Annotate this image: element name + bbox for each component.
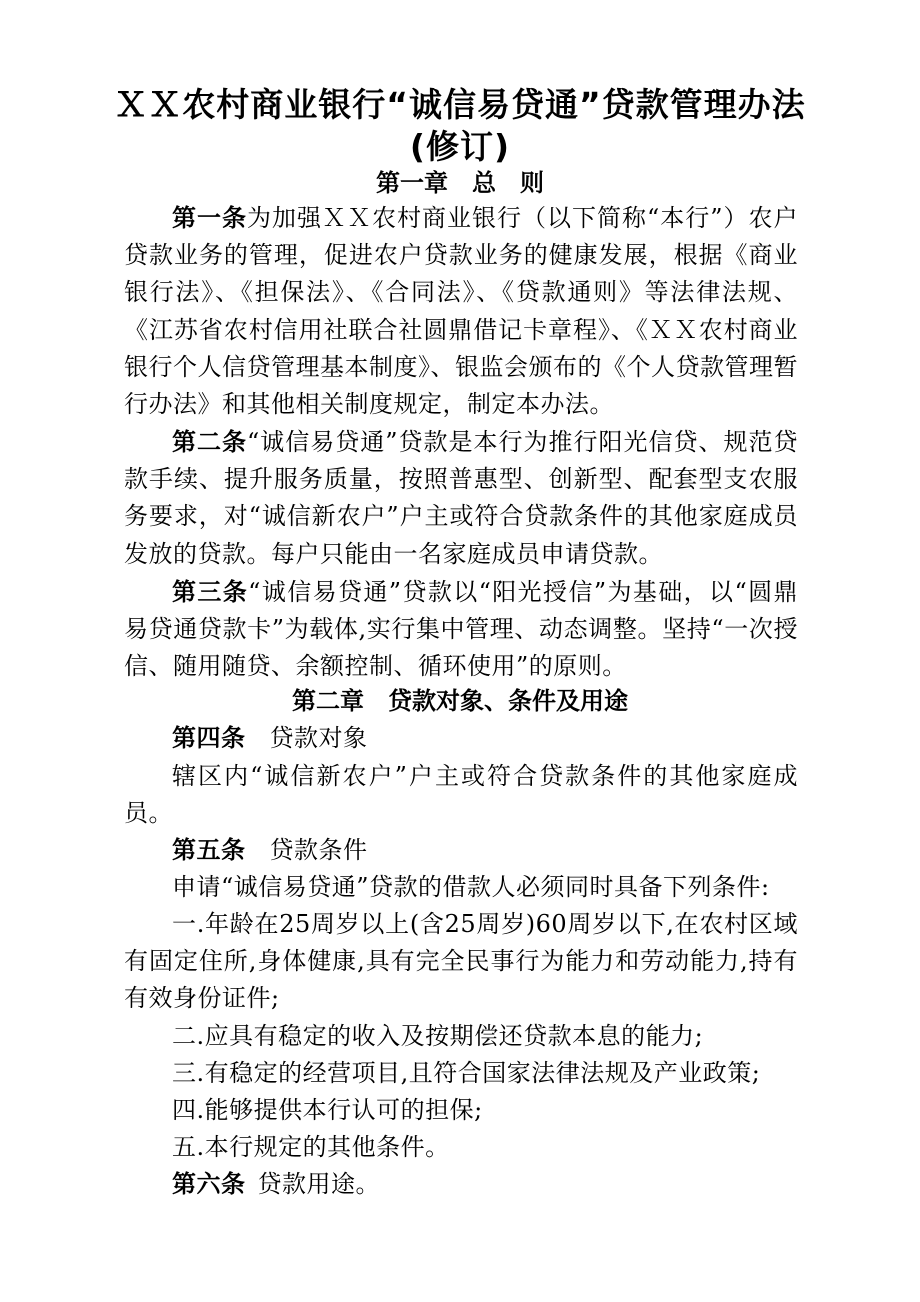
article-3	[124, 574, 798, 686]
article-4-body: 辖区内“诚信新农户”户主或符合贷款条件的其他家庭成员。	[124, 762, 798, 828]
article-5-intro: 申请“诚信易贷通”贷款的借款人必须同时具备下列条件:	[172, 873, 770, 901]
article-5-heading	[124, 832, 798, 869]
chapter-1-label: 第一章	[376, 169, 448, 197]
article-2-label: 第二条	[172, 428, 247, 456]
article-5-item-2: 二.应具有稳定的收入及按期偿还贷款本息的能力;	[172, 1022, 704, 1050]
article-5-title: 贷款条件	[269, 836, 368, 864]
chapter-1-heading	[120, 168, 800, 198]
chapter-2-heading	[120, 686, 800, 716]
article-5-item-4: 四.能够提供本行认可的担保;	[172, 1096, 483, 1124]
document-title: ＸＸ农村商业银行“诚信易贷通”贷款管理办法(修订)	[114, 85, 806, 166]
article-5-item-3: 三.有稳定的经营项目,且符合国家法律法规及产业政策;	[172, 1059, 761, 1087]
article-6-title: 贷款用途。	[257, 1170, 380, 1198]
article-1-text: 为加强ＸＸ农村商业银行（以下简称“本行”）农户贷款业务的管理，促进农户贷款业务的健康发展，根据《商业银行法》、《担保法》、《合同法》、《贷款通则》等法律法规、《江苏省农村信用社联合社圆鼎借记卡章程》、《ＸＸ农村商业银行个人信贷管理基本制度》、银监会颁布的《个人贷款管理暂行办法》和其他相关制度规定，制定本办法。	[124, 204, 798, 419]
article-4-heading	[124, 720, 798, 757]
article-4-label: 第四条	[172, 724, 246, 752]
article-1-label: 第一条	[172, 204, 247, 232]
chapter-2-label: 第二章	[292, 687, 364, 715]
article-5-label: 第五条	[172, 836, 246, 864]
article-3-label: 第三条	[172, 578, 249, 606]
article-2	[124, 424, 798, 573]
article-5-item-1: 一.年龄在25周岁以上(含25周岁)60周岁以下,在农村区域有固定住所,身体健康,具有完全民事行为能力和劳动能力,持有有效身份证件;	[124, 910, 798, 1013]
chapter-2-name: 贷款对象、条件及用途	[388, 687, 628, 715]
article-1	[124, 200, 798, 423]
article-4-title: 贷款对象	[269, 724, 368, 752]
article-2-text: “诚信易贷通”贷款是本行为推行阳光信贷、规范贷款手续、提升服务质量，按照普惠型、创新型、配套型支农服务要求，对“诚信新农户”户主或符合贷款条件的其他家庭成员发放的贷款。每户只能由一名家庭成员申请贷款。	[124, 428, 798, 568]
chapter-1-name: 总 则	[472, 169, 544, 197]
article-5-item-5: 五.本行规定的其他条件。	[172, 1133, 450, 1161]
article-6-heading	[124, 1166, 798, 1203]
article-3-text: “诚信易贷通”贷款以“阳光授信”为基础，以“圆鼎易贷通贷款卡”为载体,实行集中管理、动态调整。坚持“一次授信、随用随贷、余额控制、循环使用”的原则。	[124, 578, 798, 681]
article-6-label: 第六条	[172, 1170, 246, 1198]
